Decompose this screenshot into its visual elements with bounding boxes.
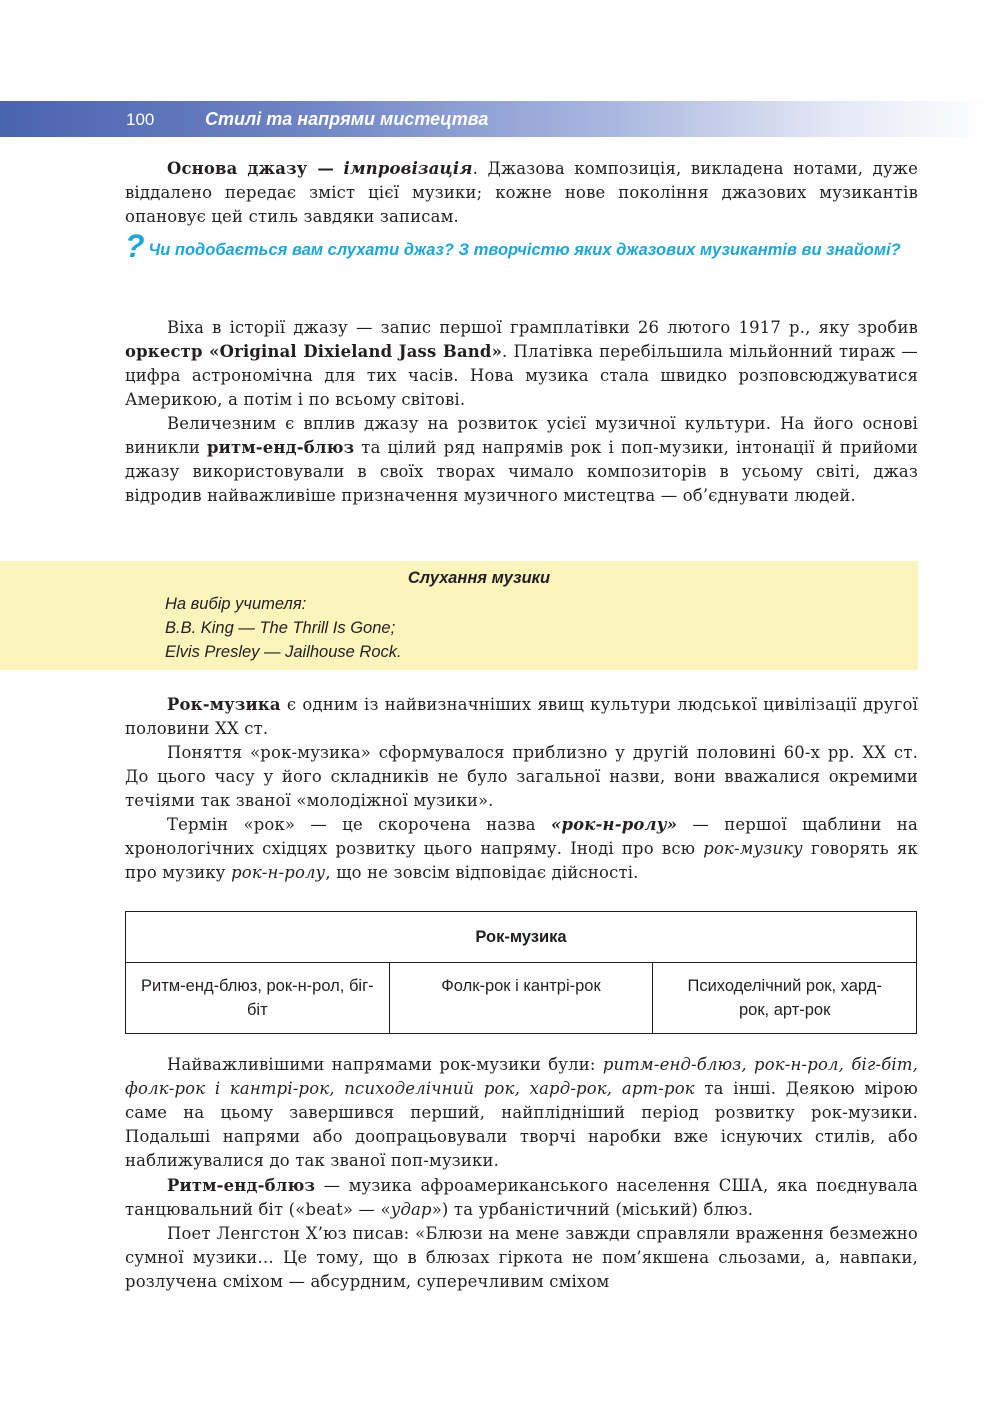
section-title: Стилі та напрями мистецтва — [205, 109, 489, 129]
paragraph-rock-concept: Поняття «рок-музика» сформувалося приблизно у другій половині 60-х рр. ХХ ст. До цього часу у його складників не було загальної назви, вони вважалися окремими течіями так званої «молодіжної музики». — [125, 743, 918, 810]
question-text: Чи подобається вам слухати джаз? З творчістю яких джазових музикантів ви знайомі? — [148, 241, 901, 259]
paragraph-rock-directions: Найважливішими напрямами рок-музики були: ритм-енд-блюз, рок-н-рол, біг-біт, фолк-рок і кантрі-рок, психоделічний рок, хард-рок, арт-рок та інші. Деякою мірою саме на цьому завершився перший, найплідніший період розвитку рок-музики. Подальші напрями або доопрацьовували творчі наробки вже існуючих стилів, або наближувалися до так званої поп-музики. — [125, 1055, 918, 1170]
question-mark-icon: ? — [125, 228, 145, 264]
term-italic: рок-н-ролу — [231, 863, 326, 882]
paragraph-jazz-influence: Величезним є вплив джазу на розвиток усієї музичної культури. На його основі виникли ритм-енд-блюз та цілий ряд напрямів рок і поп-музики, інтонації й прийоми джазу використовували в своїх творах чимало композиторів в усьому світі, джаз відродив найважливіше призначення музичного мистецтва — об’єднувати людей. — [125, 414, 918, 505]
term-italic: ритм-енд-блюз, рок-н-рол, біг-біт, фолк-рок і кантрі-рок, психоделічний рок, хард-рок, арт-рок — [125, 1055, 918, 1098]
term-bold-italic: імпровізація — [343, 159, 473, 178]
page-number: 100 — [126, 110, 155, 129]
term-bold: ритм-енд-блюз — [206, 438, 355, 457]
term-bold-italic: «рок-н-ролу» — [551, 815, 678, 834]
question-block — [125, 228, 920, 264]
table-cell: Психоделічний рок, хард-рок, арт-рок — [653, 963, 917, 1034]
listening-line: B.B. King — The Thrill Is Gone; — [165, 619, 396, 637]
table-header: Рок-музика — [126, 912, 917, 963]
term-bold: Рок-музика — [167, 695, 281, 714]
table-row — [126, 963, 917, 1034]
table-cell: Ритм-енд-блюз, рок-н-рол, біг-біт — [126, 963, 390, 1034]
paragraph-first-record: Віха в історії джазу — запис першої грамплатівки 26 лютого 1917 р., яку зробив оркестр «Original Dixieland Jass Band». Платівка перебільшила мільйонний тираж — цифра астрономічна для тих часів. Нова музика стала швидко розповсюджуватися Америкою, а потім і по всьому світові. — [125, 318, 918, 409]
rock-music-table — [125, 911, 917, 1034]
paragraph-rock-term: Термін «рок» — це скорочена назва «рок-н-ролу» — першої щаблини на хронологічних східцях розвитку цього напряму. Іноді про всю рок-музику говорять як про музику рок-н-ролу, що не зовсім відповідає дійсності. — [125, 815, 919, 882]
term-bold: оркестр «Original Dixieland Jass Band» — [125, 342, 503, 361]
paragraph-rock-music: Рок-музика є одним із найвизначніших явищ культури людської цивілізації другої половини ХХ ст. — [125, 695, 918, 738]
term-bold: Основа джазу — — [167, 159, 335, 178]
paragraph-langston-hughes-quote: Поет Ленгстон Х’юз писав: «Блюзи на мене завжди справляли враження безмежно сумної музики… Це тому, що в блюзах гіркота не пом’якшена сльозами, а, навпаки, розлучена сміхом — абсурдним, суперечливим сміхом — [125, 1224, 918, 1291]
term-italic: рок-музику — [703, 839, 803, 858]
table-cell: Фолк-рок і кантрі-рок — [389, 963, 653, 1034]
paragraph-jazz-basis: Основа джазу — імпровізація. Джазова композиція, викладена нотами, дуже віддалено передає зміст цієї музики; кожне нове покоління джазових музикантів опановує цей стиль завдяки записам. — [125, 159, 918, 226]
term-italic: удар — [390, 1200, 432, 1219]
term-bold: Ритм-енд-блюз — [167, 1176, 316, 1195]
paragraph-rhythm-and-blues: Ритм-енд-блюз — музика афроамериканського населення США, яка поєднувала танцювальний біт («beat» — «удар») та урбаністичний (міський) блюз. — [125, 1176, 918, 1219]
listening-line: На вибір учителя: — [165, 595, 307, 613]
listening-line: Elvis Presley — Jailhouse Rock. — [165, 643, 402, 661]
listening-title: Слухання музики — [407, 569, 551, 587]
